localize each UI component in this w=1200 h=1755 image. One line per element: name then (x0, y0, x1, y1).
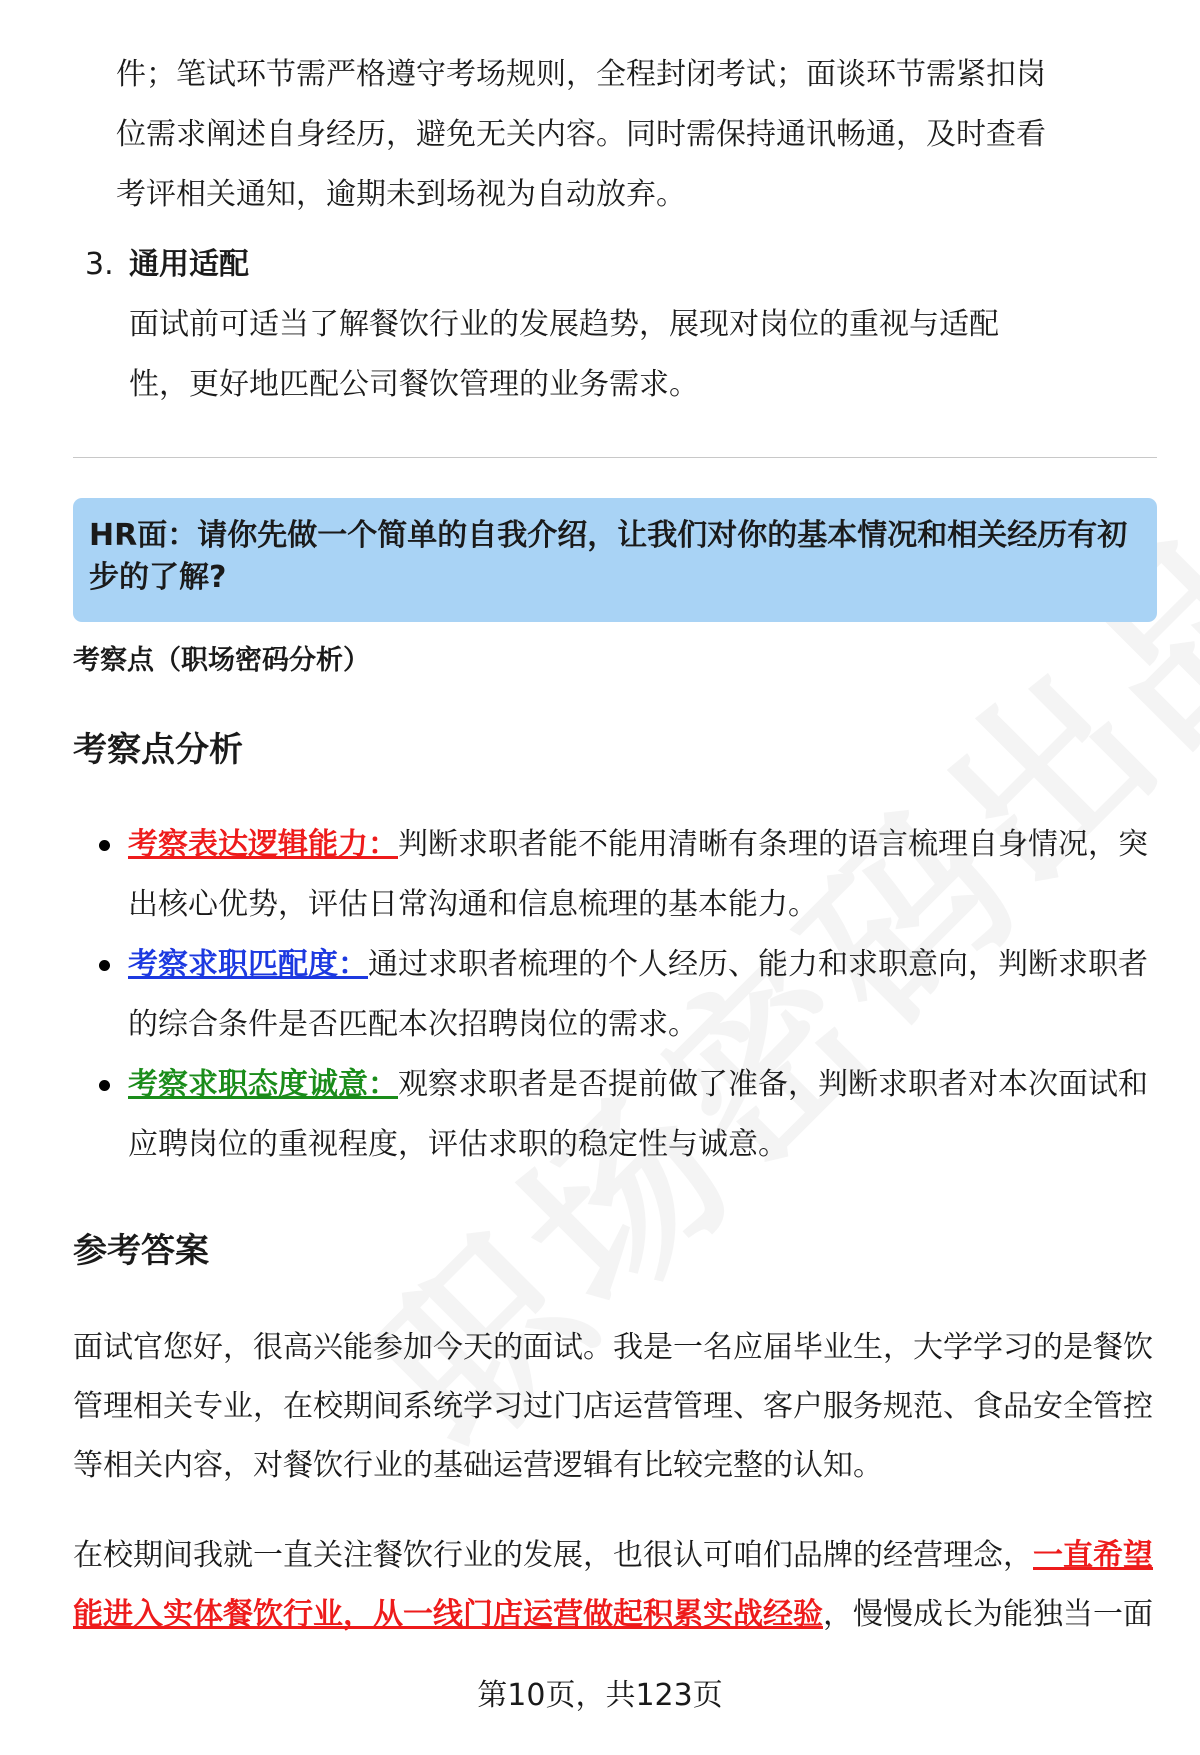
analysis-subtitle: 考察点（职场密码分析） (73, 645, 370, 676)
question-text: HR面：请你先做一个简单的自我介绍，让我们对你的基本情况和相关经历有初步的了解? (89, 518, 1128, 595)
answer-paragraph-1: 面试官您好，很高兴能参加今天的面试。我是一名应届毕业生，大学学习的是餐饮管理相关专业，在校期间系统学习过门店运营管理、客户服务规范、食品安全管控等相关内容，对餐饮行业的基础运营逻辑有比较完整的认知。 (73, 1330, 1153, 1483)
bullet-text: 观察求职者是否提前做了准备，判断求职者对本次面试和应聘岗位的重视程度，评估求职的稳定性与诚意。 (128, 1067, 1148, 1162)
item-title: 通用适配 (129, 247, 249, 282)
item-body: 面试前可适当了解餐饮行业的发展趋势，展现对岗位的重视与适配性，更好地匹配公司餐饮管理的业务需求。 (129, 307, 999, 402)
bullet-dot (99, 840, 110, 851)
item-number: 3. (85, 247, 114, 282)
bullet-text: 通过求职者梳理的个人经历、能力和求职意向，判断求职者的综合条件是否匹配本次招聘岗位的需求。 (128, 947, 1148, 1042)
bullet-item (73, 815, 1157, 935)
question-box (73, 498, 1157, 622)
answer-heading: 参考答案 (73, 1231, 209, 1271)
intro-paragraph: 件；笔试环节需严格遵守考场规则，全程封闭考试；面谈环节需紧扣岗位需求阐述自身经历，避免无关内容。同时需保持通讯畅通，及时查看考评相关通知，逾期未到场视为自动放弃。 (116, 57, 1046, 212)
page-footer: 第10页，共123页 (477, 1678, 723, 1713)
divider (73, 457, 1157, 458)
bullet-item (73, 1055, 1157, 1175)
bullet-item (73, 935, 1157, 1055)
answer-paragraph-2 (73, 1526, 1163, 1644)
answer-text: ，慢慢成长为能独当一面 (823, 1597, 1153, 1632)
bullet-label: 考察求职匹配度： (128, 947, 368, 982)
answer-highlight: 一直希望能进入实体餐饮行业，从一线门店运营做起积累实战经验 (73, 1538, 1153, 1632)
bullet-label: 考察求职态度诚意： (128, 1067, 398, 1102)
bullet-text: 判断求职者能不能用清晰有条理的语言梳理自身情况，突出核心优势，评估日常沟通和信息梳理的基本能力。 (128, 827, 1148, 922)
bullet-dot (99, 1080, 110, 1091)
analysis-heading: 考察点分析 (73, 730, 243, 770)
answer-text: 在校期间我就一直关注餐饮行业的发展，也很认可咱们品牌的经营理念， (73, 1538, 1033, 1573)
bullet-label: 考察表达逻辑能力： (128, 827, 398, 862)
bullet-dot (99, 960, 110, 971)
analysis-bullets (73, 815, 1157, 1175)
numbered-item (85, 235, 1054, 415)
